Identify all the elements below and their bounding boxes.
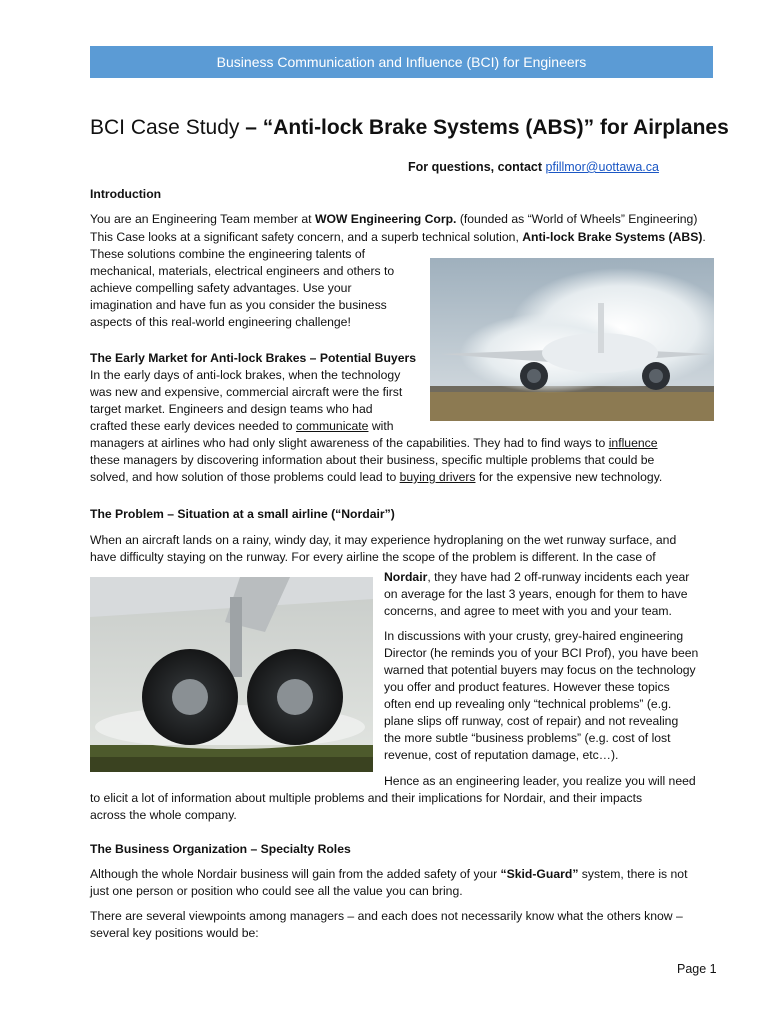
buying-drivers-link: buying drivers [399,470,476,484]
contact-label: For questions, contact [408,160,546,174]
organization-line [90,866,687,883]
organization-heading: The Business Organization – Specialty Roles [90,842,351,856]
early-market-line-4-a: crafted these early devices needed to [90,419,296,433]
banner-text: Business Communication and Influence (BCI) for Engineers [216,54,587,70]
landing-gear-photo-svg [90,577,373,772]
intro-text-line: achieve compelling safety advantages. Use your [90,281,352,295]
contact-email-link[interactable]: pfillmor@uottawa.ca [545,160,659,174]
director-line: warned that potential buyers may focus on the technology [384,663,696,677]
intro-text-line: mechanical, materials, electrical engineers and others to [90,264,395,278]
page-number: Page 1 [677,962,717,976]
title-bold: – “Anti-lock Brake Systems (ABS)” for Airplanes [245,116,729,139]
director-line: you offer and product features. However these topics [384,680,670,694]
problem-right-line [384,569,689,586]
contact-line [408,160,659,174]
director-line: Director (he reminds you of your BCI Prof), you have been [384,646,699,660]
early-market-line: these managers by discovering information about their business, specific multiple problems that could be [90,453,655,467]
airplane-photo-svg [430,258,714,421]
organization-line: just one person or position who could see all the value you can bring. [90,884,463,898]
intro-line-1-b: (founded as “World of Wheels” Engineering) [456,212,698,226]
header-banner [90,46,713,78]
problem-right-line: concerns, and agree to meet with you and your team. [384,604,672,618]
nordair-name: Nordair [384,570,428,584]
landing-gear-wheels-photo [90,577,373,772]
early-market-line [90,418,394,435]
intro-line-1-a: You are an Engineering Team member at [90,212,315,226]
leader-line: to elicit a lot of information about multiple problems and their implications for Nordair, and their impacts [90,791,643,805]
problem-heading: The Problem – Situation at a small airline (“Nordair”) [90,507,395,521]
intro-line-2-a: This Case looks at a significant safety concern, and a superb technical solution, [90,230,523,244]
early-market-heading: The Early Market for Anti-lock Brakes – Potential Buyers [90,351,417,365]
leader-line: Hence as an engineering leader, you realize you will need [384,774,696,788]
intro-company: WOW Engineering Corp. [314,212,457,226]
early-market-line: was new and expensive, commercial aircraft were the first [90,385,403,399]
early-market-line [90,435,658,452]
early-market-line [90,469,662,486]
early-market-line: target market. Engineers and design teams who had [90,402,373,416]
problem-line: When an aircraft lands on a rainy, windy day, it may experience hydroplaning on the wet runway surface, and [90,533,677,547]
organization-line-1-a: Although the whole Nordair business will gain from the added safety of your [90,867,501,881]
intro-line-2-b: . [702,230,706,244]
intro-heading: Introduction [90,187,162,201]
skid-guard-name: “Skid-Guard” [500,867,579,881]
early-market-line-4-b: with [368,419,394,433]
intro-text-line: aspects of this real-world engineering challenge! [90,315,351,329]
organization-line: There are several viewpoints among managers – and each does not necessarily know what the others know – [90,909,683,923]
influence-link: influence [608,436,658,450]
intro-abs: Anti-lock Brake Systems (ABS) [522,230,703,244]
airplane-landing-spray-photo [430,258,714,421]
problem-line: have difficulty staying on the runway. For every airline the scope of the problem is different. In the case of [90,550,656,564]
communicate-link: communicate [295,419,369,433]
leader-line: across the whole company. [90,808,237,822]
early-market-line-7-a: solved, and how solution of those problems could lead to [90,470,400,484]
organization-line: several key positions would be: [90,926,259,940]
title-prefix: BCI Case Study [90,116,246,139]
director-line: often end up revealing only “technical problems” (e.g. [384,697,672,711]
director-line: the more subtle “business problems” (e.g. cost of lost [384,731,671,745]
early-market-line-7-b: for the expensive new technology. [475,470,663,484]
problem-right-line-rest: , they have had 2 off-runway incidents each year [427,570,690,584]
page-title [90,116,729,140]
intro-line-2 [90,229,706,246]
intro-line-1 [90,211,697,228]
early-market-line-5-a: managers at airlines who had only slight awareness of the capabilities. They had to find ways to [90,436,609,450]
director-line: In discussions with your crusty, grey-haired engineering [384,629,684,643]
intro-text-line: These solutions combine the engineering talents of [90,247,366,261]
organization-line-1-b: system, there is not [578,867,688,881]
problem-right-line: on average for the last 3 years, enough for them to have [384,587,688,601]
early-market-line: In the early days of anti-lock brakes, when the technology [90,368,401,382]
intro-text-line: imagination and have fun as you consider the business [90,298,387,312]
director-line: revenue, cost of reputation damage, etc…). [384,748,619,762]
director-line: plane slips off runway, cost of repair) and not revealing [384,714,679,728]
